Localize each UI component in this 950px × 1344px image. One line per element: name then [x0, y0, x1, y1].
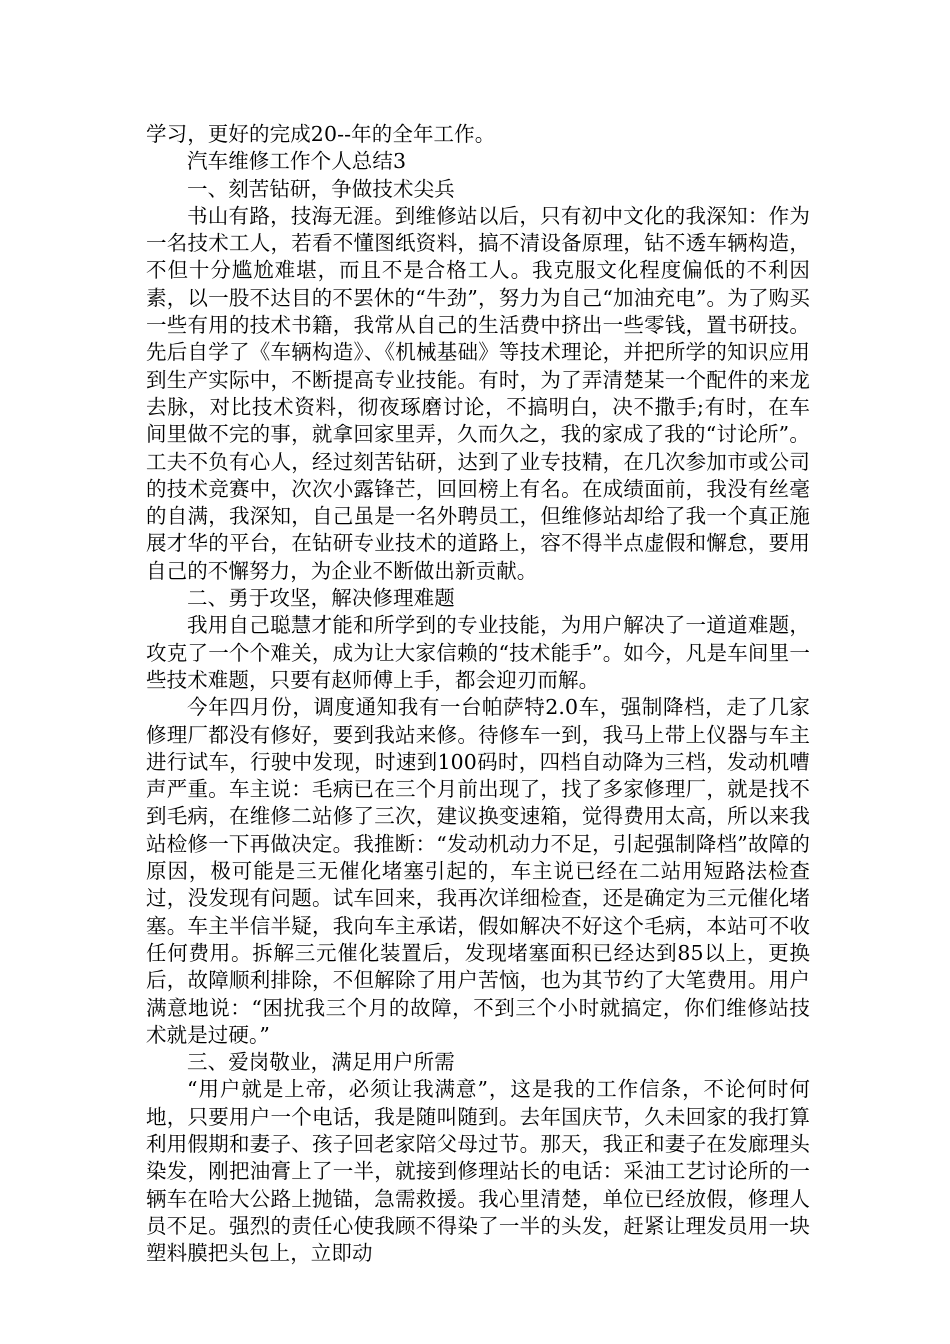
document-page [146, 121, 810, 1267]
heading-3: 三、爱岗敬业，满足用户所需 [187, 1050, 455, 1075]
paragraph: “用户就是上帝，必须让我满意”，这是我的工作信条，不论何时何地，只要用户一个电话，我是随叫随到。去年国庆节，久未回家的我打算利用假期和妻子、孩子回老家陪父母过节。那天，我正和妻子在发廊理头染发，刚把油膏上了一半，就接到修理站长的电话：采油工艺讨论所的一辆车在哈大公路上抛锚，急需救援。我心里清楚，单位已经放假，修理人员不足。强烈的责任心使我顾不得染了一半的头发，赶紧让理发员用一块塑料膜把头包上，立即动 [146, 1077, 810, 1266]
heading-2: 二、勇于攻坚，解决修理难题 [187, 586, 455, 611]
section-title: 汽车维修工作个人总结3 [187, 149, 407, 174]
paragraph: 今年四月份，调度通知我有一台帕萨特2.0车，强制降档，走了几家修理厂都没有修好，要到我站来修。待修车一到，我马上带上仪器与车主进行试车，行驶中发现，时速到100码时，四档自动降为三档，发动机嘈声严重。车主说：毛病已在三个月前出现了，找了多家修理厂，就是找不到毛病，在维修二站修了三次，建议换变速箱，觉得费用太高，所以来我站检修一下再做决定。我推断：“发动机动力不足，引起强制降档”故障的原因，极可能是三无催化堵塞引起的，车主说已经在二站用短路法检查过，没发现有问题。试车回来，我再次详细检查，还是确定为三元催化堵塞。车主半信半疑，我向车主承诺，假如解决不好这个毛病，本站可不收任何费用。拆解三元催化装置后，发现堵塞面积已经达到85以上，更换后，故障顺利排除，不但解除了用户苦恼，也为其节约了大笔费用。用户满意地说：“困扰我三个月的故障，不到三个小时就搞定，你们维修站技术就是过硬。” [146, 695, 810, 1047]
paragraph-carryover: 学习，更好的完成20--年的全年工作。 [146, 122, 496, 146]
paragraph: 书山有路，技海无涯。到维修站以后，只有初中文化的我深知：作为一名技术工人，若看不懂图纸资料，搞不清设备原理，钻不透车辆构造，不但十分尴尬难堪，而且不是合格工人。我克服文化程度偏低的不利因素，以一股不达目的不罢休的“牛劲”，努力为自己“加油充电”。为了购买一些有用的技术书籍，我常从自己的生活费中挤出一些零钱，置书研技。先后自学了《车辆构造》、《机械基础》等技术理论，并把所学的知识应用到生产实际中，不断提高专业技能。有时，为了弄清楚某一个配件的来龙去脉，对比技术资料，彻夜琢磨讨论，不搞明白，决不撒手;有时，在车间里做不完的事，就拿回家里弄，久而久之，我的家成了我的“讨论所”。工夫不负有心人，经过刻苦钻研，达到了业专技精，在几次参加市或公司的技术竞赛中，次次小露锋芒，回回榜上有名。在成绩面前，我没有丝毫的自满，我深知，自己虽是一名外聘员工，但维修站却给了我一个真正施展才华的平台，在钻研专业技术的道路上，容不得半点虚假和懈怠，要用自己的不懈努力，为企业不断做出新贡献。 [146, 203, 810, 583]
paragraph: 我用自己聪慧才能和所学到的专业技能，为用户解决了一道道难题，攻克了一个个难关，成为让大家信赖的“技术能手”。如今，凡是车间里一些技术难题，只要有赵师傅上手，都会迎刃而解。 [146, 613, 810, 692]
heading-1: 一、刻苦钻研，争做技术尖兵 [187, 176, 455, 201]
